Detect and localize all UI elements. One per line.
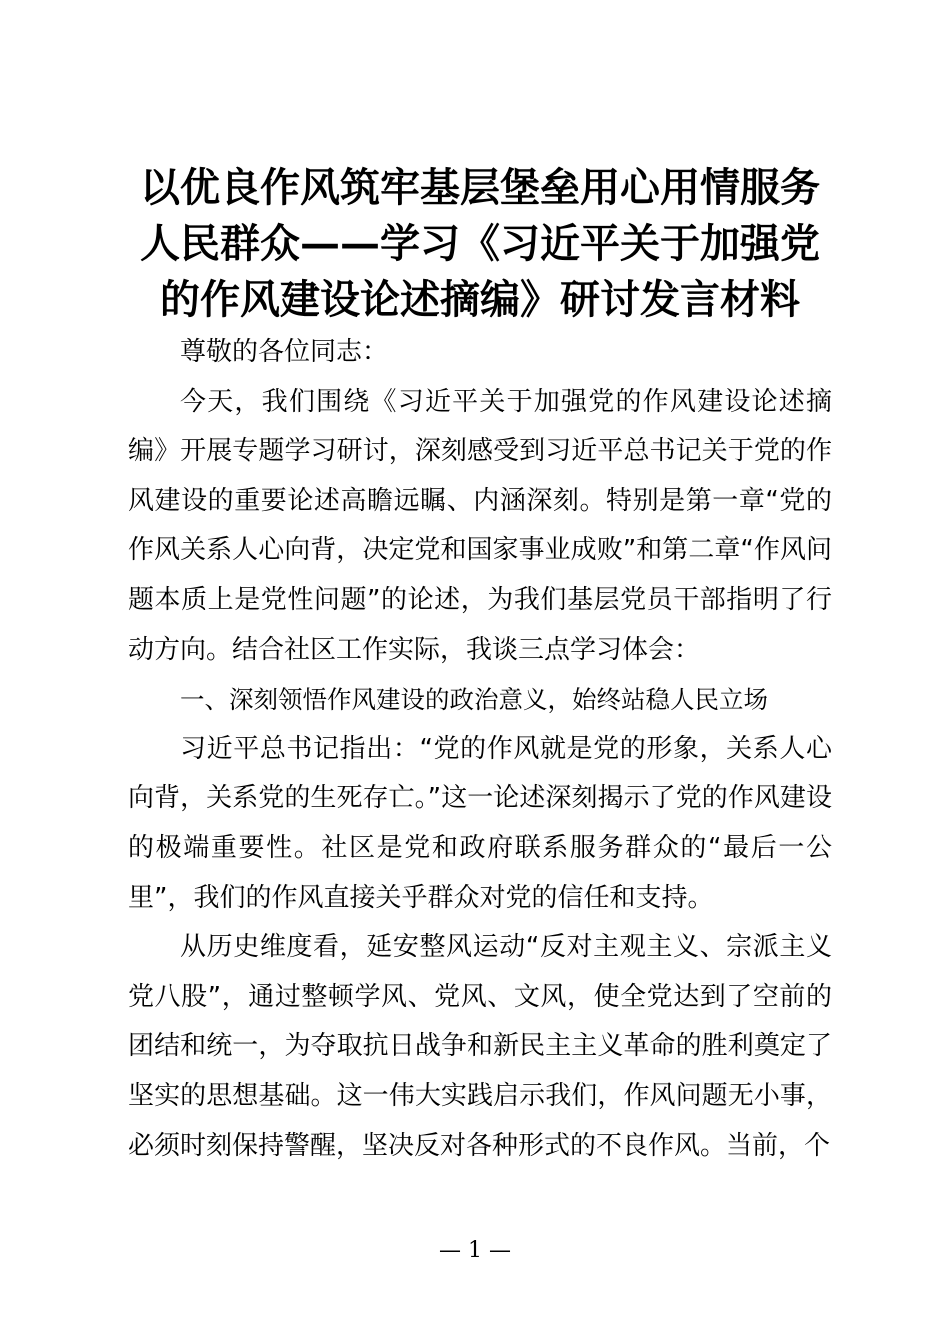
section-heading-1: 一、深刻领悟作风建设的政治意义，始终站稳人民立场 <box>180 685 768 715</box>
paragraph-quote: 习近平总书记指出：“党的作风就是党的形象，关系人心向背，关系党的生死存亡。”这一论述深刻揭示了党的作风建设的极端重要性。社区是党和政府联系服务群众的“最后一公里”，我们的作风直接关乎群众对党的信任和支持。 <box>128 733 832 913</box>
page-number: — 1 — <box>439 1238 511 1263</box>
paragraph-history: 从历史维度看，延安整风运动“反对主观主义、宗派主义党八股”，通过整顿学风、党风、文风，使全党达到了空前的团结和统一，为夺取抗日战争和新民主主义革命的胜利奠定了坚实的思想基础。这一伟大实践启示我们，作风问题无小事，必须时刻保持警醒，坚决反对各种形式的不良作风。当前，个 <box>128 932 832 1161</box>
paragraph-intro: 今天，我们围绕《习近平关于加强党的作风建设论述摘编》开展专题学习研讨，深刻感受到习近平总书记关于党的作风建设的重要论述高瞻远瞩、内涵深刻。特别是第一章“党的作风关系人心向背，决定党和国家事业成败”和第二章“作风问题本质上是党性问题”的论述，为我们基层党员干部指明了行动方向。结合社区工作实际，我谈三点学习体会： <box>128 386 832 665</box>
salutation: 尊敬的各位同志： <box>180 337 389 367</box>
document-title: 以优良作风筑牢基层堡垒用心用情服务人民群众——学习《习近平关于加强党的作风建设论述摘编》研讨发言材料 <box>140 164 820 323</box>
document-body <box>128 160 832 1171</box>
